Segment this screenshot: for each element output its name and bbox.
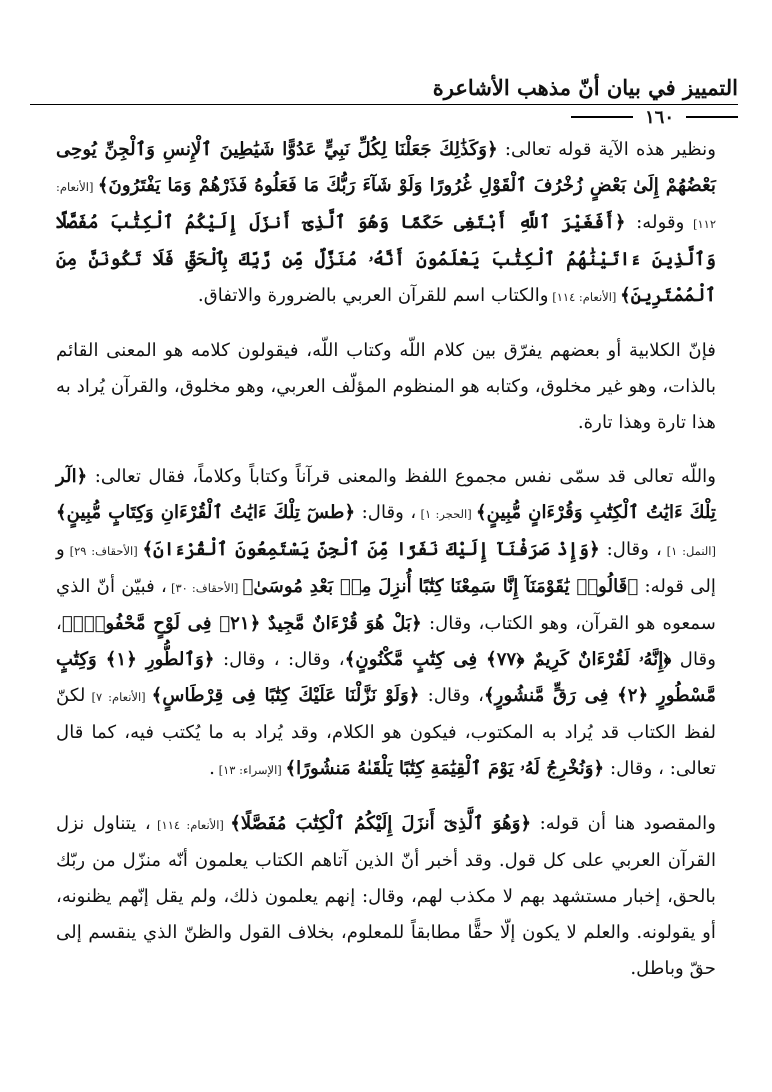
paragraph-text: ، وقال: (599, 539, 662, 560)
quran-verse: ﴿وَكَذَٰلِكَ جَعَلْنَا لِكُلِّ نَبِيٍّ عَدُوًّا شَيَٰطِينَ ٱلْإِنسِ وَٱلْجِنِّ يُوحِى بَعْضُهُمْ إِلَىٰ بَعْضٍ زُخْرُفَ ٱلْقَوْلِ غُرُورًا وَلَوْ شَآءَ رَبُّكَ مَا فَعَلُوهُ فَذَرْهُمْ وَمَا يَفْتَرُونَ﴾ (56, 139, 716, 196)
quran-verse: ﴿بَلْ هُوَ قُرْءَانٌ مَّجِيدٌ ﴿٢١﴾ فِى لَوْحٍ مَّحْفُوظٍۭ﴾ (61, 613, 422, 634)
verse-reference: [الأنعام: ١١٢] (56, 180, 716, 231)
paragraph-text: . (209, 758, 215, 779)
paragraph-text: لكنّ لفظ الكتاب قد يُراد به المكتوب، فيكون هو الكلام، وقد يُراد به ما يُكتب فيه، كما قال تعالى: ، وقال: (56, 685, 716, 779)
running-header (30, 70, 738, 105)
page-body (56, 132, 716, 987)
verse-reference: [الأنعام: ١١٤] (548, 290, 621, 304)
quran-verse: ﴿طسٓ تِلْكَ ءَايَٰتُ ٱلْقُرْءَانِ وَكِتَابٍ مُّبِينٍ﴾ (56, 502, 356, 523)
header-rule-right (686, 116, 738, 118)
quran-verse: ﴿الٓر تِلْكَ ءَايَٰتُ ٱلْكِتَٰبِ وَقُرْءَانٍ مُّبِينٍ﴾ (56, 466, 716, 523)
paragraph (56, 132, 716, 315)
verse-reference: [الأنعام: ٧] (85, 690, 152, 704)
quran-verse: ﴿وَهُوَ ٱلَّذِىٓ أَنزَلَ إِلَيْكُمُ ٱلْكِتَٰبَ مُفَصَّلًا﴾ (230, 813, 532, 834)
paragraph (56, 806, 716, 987)
paragraph-text: ، وقال (56, 613, 717, 670)
paragraph-text: وقوله: (625, 212, 685, 233)
paragraph-text: ، وقال: (419, 685, 485, 706)
verse-reference: [الحجر: ١] (416, 507, 476, 521)
page-number-row (30, 104, 738, 130)
paragraph-text: فإنّ الكلابية أو بعضهم يفرّق بين كلام اللّه وكتاب اللّه، فيقولون كلامه هو المعنى القائم بالذات، وهو غير مخلوق، وكتابه هو المنظوم المؤلّف العربي، وهو مخلوق، والقرآن يُراد به هذا تارة وهذا تارة. (56, 340, 716, 433)
paragraph-text: والكتاب اسم للقرآن العربي بالضرورة والاتفاق. (197, 285, 549, 306)
verse-reference: [الأحقاف: ٣٠] (166, 581, 243, 595)
quran-verse: ﴿وَٱلطُّورِ ﴿١﴾ وَكِتَٰبٍ مَّسْطُورٍ ﴿٢﴾ فِى رَقٍّ مَّنشُورٍ﴾ (56, 649, 716, 706)
verse-reference: [النمل: ١] (661, 544, 716, 558)
paragraph-text: ، وقال: ، وقال: (214, 649, 345, 670)
paragraph (56, 333, 716, 441)
quran-verse: ﴿قَالُوا۟ يَٰقَوْمَنَآ إِنَّا سَمِعْنَا كِتَٰبًا أُنزِلَ مِنۢ بَعْدِ مُوسَىٰ﴾ (242, 576, 639, 597)
paragraph-text: ، فبيّن أنّ الذي سمعوه هو القرآن، وهو الكتاب، وقال: (56, 576, 717, 634)
header-rule-left (571, 116, 633, 118)
running-title: التمييز في بيان أنّ مذهب الأشاعرة (432, 74, 738, 100)
paragraph-text: ، وقال: (355, 502, 417, 523)
quran-verse: ﴿وَنُخْرِجُ لَهُۥ يَوْمَ ٱلْقِيَٰمَةِ كِتَٰبًا يَلْقَىٰهُ مَنشُورًا﴾ (285, 758, 605, 779)
quran-verse: ﴿أَفَغَيْرَ ٱللَّهِ أَبْتَغِى حَكَمًا وَهُوَ ٱلَّذِىٓ أَنزَلَ إِلَيْكُمُ ٱلْكِتَٰبَ مُفَصَّلًا وَٱلَّذِينَ ءَاتَيْنَٰهُمُ ٱلْكِتَٰبَ يَعْلَمُونَ أَنَّهُۥ مُنَزَّلٌ مِّن رَّبِّكَ بِٱلْحَقِّ فَلَا تَكُونَنَّ مِنَ ٱلْمُمْتَرِينَ﴾ (56, 212, 716, 306)
quran-verse: ﴿وَلَوْ نَزَّلْنَا عَلَيْكَ كِتَٰبًا فِى قِرْطَاسٍ﴾ (151, 685, 420, 706)
paragraph-text: ، يتناول نزل القرآن العربي على كل قول. وقد أخبر أنّ الذين آتاهم الكتاب يعلمون أنّه منزّل من ربّك بالحق، إخبار مستشهد بهم لا مكذب لهم، وقال: إنهم يعلمون ذلك، ولم يقل إنّهم يظنونه، أو يقولونه. والعلم لا يكون إلّا حقًّا مطابقاً للمعلوم، بخلاف القول والظنّ الذي ينقسم إلى حقّ وباطل. (56, 813, 716, 979)
quran-verse: ﴿إِنَّهُۥ لَقُرْءَانٌ كَرِيمٌ ﴿٧٧﴾ فِى كِتَٰبٍ مَّكْنُونٍ﴾ (344, 649, 672, 670)
quran-verse: ﴿وَإِذْ صَرَفْنَآ إِلَيْكَ نَفَرًا مِّنَ ٱلْجِنِّ يَسْتَمِعُونَ ٱلْقُرْءَانَ﴾ (142, 539, 600, 560)
verse-reference: [الأنعام: ١١٤] (150, 818, 231, 832)
paragraph (56, 459, 716, 788)
paragraph-text: والمقصود هنا أن قوله: (531, 813, 716, 834)
paragraph-text: و إلى قوله: (56, 539, 716, 597)
verse-reference: [الأحقاف: ٢٩] (64, 544, 143, 558)
paragraph-text: واللّه تعالى قد سمّى نفس مجموع اللفظ والمعنى قرآناً وكتاباً وكلاماً، فقال تعالى: (87, 466, 716, 487)
verse-reference: [الإسراء: ١٣] (214, 763, 286, 777)
page-number: ١٦٠ (644, 106, 674, 128)
paragraph-text: ونظير هذه الآية قوله تعالى: (497, 139, 717, 160)
